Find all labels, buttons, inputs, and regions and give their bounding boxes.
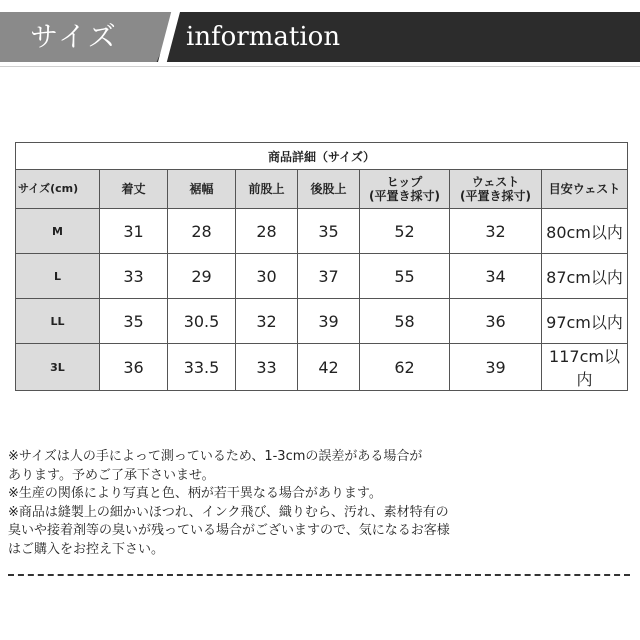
table-cell: 35 <box>298 209 360 254</box>
table-cell: 62 <box>360 344 450 391</box>
table-header-row <box>16 170 628 209</box>
table-cell: 29 <box>168 254 236 299</box>
note-line: ※生産の関係により写真と色、柄が若干異なる場合があります。 <box>8 486 382 501</box>
notes-block <box>8 448 634 559</box>
row-label: L <box>16 254 100 299</box>
table-caption: 商品詳細（サイズ） <box>16 143 628 170</box>
table-cell: 30 <box>236 254 298 299</box>
table-row <box>16 344 628 391</box>
table-cell: 28 <box>168 209 236 254</box>
table-cell: 33 <box>100 254 168 299</box>
table-cell: 117cm以内 <box>542 344 628 391</box>
table-cell: 58 <box>360 299 450 344</box>
table-cell: 33 <box>236 344 298 391</box>
column-header: 着丈 <box>100 170 168 209</box>
header-banner <box>0 12 640 62</box>
table-cell: 28 <box>236 209 298 254</box>
table-row <box>16 299 628 344</box>
table-cell: 30.5 <box>168 299 236 344</box>
column-header: 目安ウェスト <box>542 170 628 209</box>
banner-title-jp: サイズ <box>30 20 118 53</box>
table-cell: 31 <box>100 209 168 254</box>
table-cell: 55 <box>360 254 450 299</box>
column-header: サイズ(cm) <box>16 170 100 209</box>
table-cell: 33.5 <box>168 344 236 391</box>
dashed-divider <box>8 574 630 576</box>
banner-underline <box>0 66 640 67</box>
table-cell: 32 <box>450 209 542 254</box>
table-cell: 32 <box>236 299 298 344</box>
row-label: M <box>16 209 100 254</box>
table-cell: 35 <box>100 299 168 344</box>
note-line: はご購入をお控え下さい。 <box>8 541 165 557</box>
note-line: 臭いや接着剤等の臭いが残っている場合がございますので、気になるお客様 <box>8 523 450 538</box>
column-header: ウェスト (平置き採寸) <box>450 170 542 209</box>
row-label: 3L <box>16 344 100 391</box>
column-header: 裾幅 <box>168 170 236 209</box>
size-table <box>15 142 628 391</box>
column-header: 前股上 <box>236 170 298 209</box>
note-line: ※商品は縫製上の細かいほつれ、インク飛び、織りむら、汚れ、素材特有の <box>8 504 449 520</box>
table-cell: 97cm以内 <box>542 299 628 344</box>
note-line: ※サイズは人の手によって測っているため、1-3cmの誤差がある場合が <box>8 449 423 464</box>
table-row <box>16 254 628 299</box>
column-header: ヒップ (平置き採寸) <box>360 170 450 209</box>
table-cell: 34 <box>450 254 542 299</box>
table-cell: 80cm以内 <box>542 209 628 254</box>
table-cell: 36 <box>450 299 542 344</box>
table-cell: 42 <box>298 344 360 391</box>
table-cell: 37 <box>298 254 360 299</box>
table-cell: 52 <box>360 209 450 254</box>
note-line: あります。予めご了承下さいませ。 <box>8 467 215 483</box>
table-cell: 36 <box>100 344 168 391</box>
row-label: LL <box>16 299 100 344</box>
banner-title-en: information <box>186 22 341 52</box>
table-cell: 39 <box>450 344 542 391</box>
table-cell: 87cm以内 <box>542 254 628 299</box>
table-cell: 39 <box>298 299 360 344</box>
table-row <box>16 209 628 254</box>
column-header: 後股上 <box>298 170 360 209</box>
